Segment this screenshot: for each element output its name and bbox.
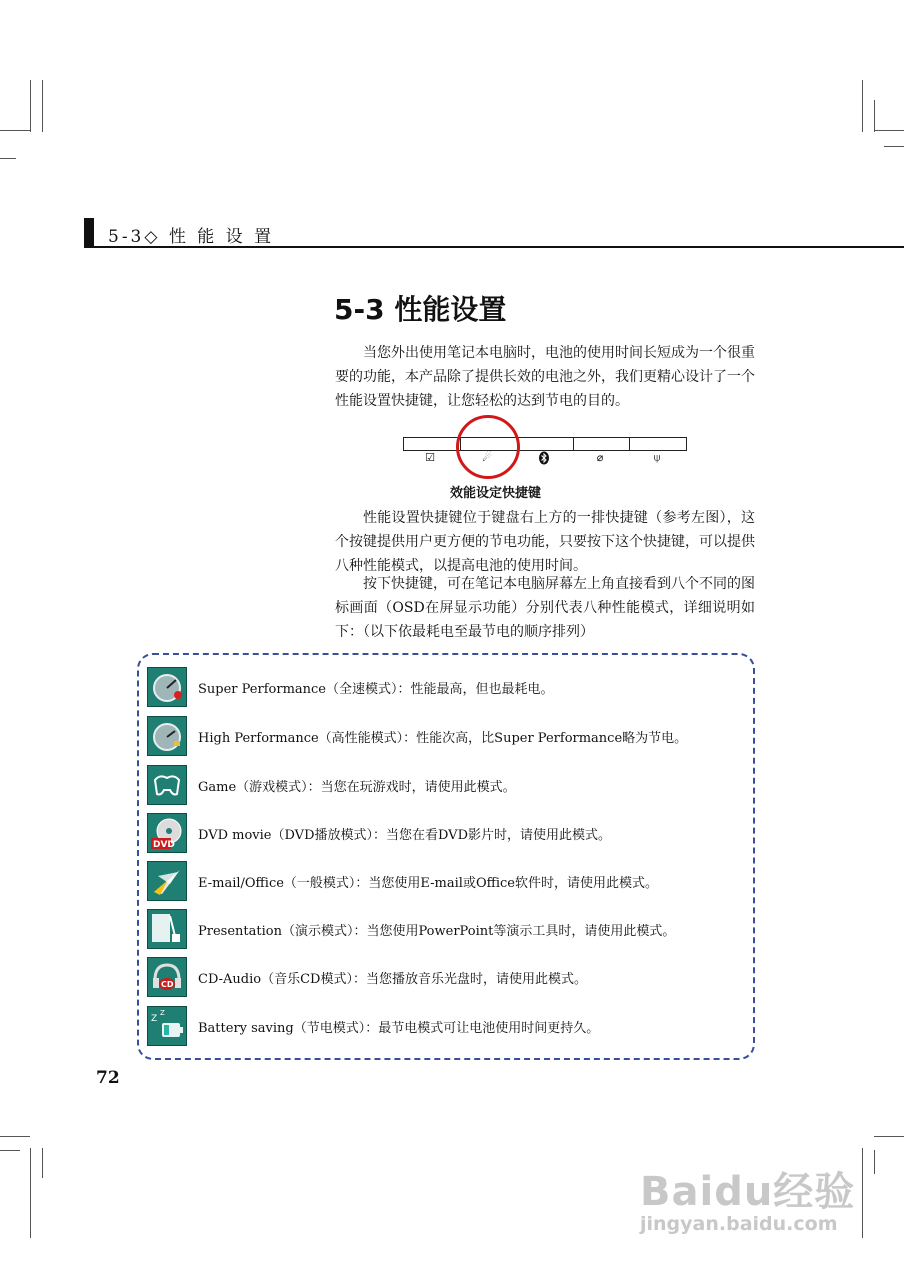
- section-header: 5-3◇ 性 能 设 置: [108, 227, 275, 247]
- hotkey-row: [403, 437, 687, 451]
- watermark-logo: Baidu经验: [640, 1169, 856, 1215]
- crop-mark: [0, 1150, 20, 1151]
- mode-row: [147, 716, 737, 754]
- mode-row: [147, 813, 737, 851]
- watermark-url: jingyan.baidu.com: [640, 1213, 838, 1235]
- mode-row: [147, 861, 737, 899]
- crop-mark: [862, 80, 863, 132]
- mode-text: High Performance（高性能模式）：性能次高，比Super Performance略为节电。: [198, 731, 688, 746]
- cd-audio-icon: [147, 957, 187, 997]
- mode-text: DVD movie（DVD播放模式）：当您在看DVD影片时，请使用此模式。: [198, 828, 611, 843]
- crop-mark: [0, 158, 16, 159]
- intro-paragraph: 当您外出使用笔记本电脑时，电池的使用时间长短成为一个很重要的功能，本产品除了提供长效的电池之外，我们更精心设计了一个性能设置快捷键，让您轻松的达到节电的目的。: [335, 345, 755, 409]
- wireless-icon: ⍦: [653, 451, 661, 464]
- figure-caption: 效能设定快捷键: [450, 486, 542, 501]
- crop-mark: [0, 130, 30, 131]
- crop-mark: [0, 1136, 30, 1137]
- speedometer-icon: [147, 716, 187, 756]
- gamepad-icon: [147, 765, 187, 805]
- mode-row: [147, 909, 737, 947]
- svg-text:Z: Z: [160, 1009, 165, 1017]
- mode-text: Game（游戏模式）：当您在玩游戏时，请使用此模式。: [198, 780, 516, 795]
- touchpad-icon: ☑: [425, 451, 435, 464]
- mode-row: [147, 765, 737, 803]
- crop-mark: [874, 1136, 904, 1137]
- svg-text:CD: CD: [161, 980, 174, 989]
- highlight-circle: [456, 415, 520, 479]
- page-number: 72: [96, 1068, 120, 1088]
- mode-text: CD-Audio（音乐CD模式）：当您播放音乐光盘时，请使用此模式。: [198, 972, 587, 987]
- presentation-icon: [147, 909, 187, 949]
- hotkey-paragraph: 性能设置快捷键位于键盘右上方的一排快捷键（参考左图），这个按键提供用户更方便的节电功能，只要按下这个快捷键，可以提供八种性能模式，以提高电池的使用时间。: [335, 510, 755, 574]
- mode-text: Battery saving（节电模式）：最节电模式可让电池使用时间更持久。: [198, 1021, 600, 1036]
- mode-row: [147, 1006, 737, 1044]
- mode-text: Super Performance（全速模式）：性能最高，但也最耗电。: [198, 682, 554, 697]
- crop-mark: [874, 100, 875, 132]
- speedometer-red-icon: [147, 667, 187, 707]
- svg-text:DVD: DVD: [153, 840, 175, 850]
- mode-text: Presentation（演示模式）：当您使用PowerPoint等演示工具时，请使用此模式。: [198, 924, 676, 939]
- crop-mark: [42, 1148, 43, 1178]
- crop-mark: [874, 130, 904, 131]
- crop-mark: [874, 1150, 875, 1174]
- internet-icon: ⌀: [596, 451, 604, 464]
- battery-saving-icon: [147, 1006, 187, 1046]
- osd-paragraph: 按下快捷键，可在笔记本电脑屏幕左上角直接看到八个不同的图标画面（OSD在屏显示功能）分别代表八种性能模式，详细说明如下：（以下依最耗电至最节电的顺序排列）: [335, 576, 755, 640]
- watermark: [640, 1160, 855, 1235]
- page-title: 5-3 性能设置: [334, 293, 507, 326]
- crop-mark: [42, 80, 43, 132]
- mode-row: [147, 667, 737, 705]
- crop-mark: [30, 80, 31, 132]
- mode-text: E-mail/Office（一般模式）：当您使用E-mail或Office软件时，请使用此模式。: [198, 876, 658, 891]
- crop-mark: [30, 1148, 31, 1238]
- mode-row: [147, 957, 737, 995]
- crop-mark: [884, 146, 904, 147]
- crop-mark: [862, 1148, 863, 1238]
- modes-box: [137, 653, 755, 1060]
- svg-text:Z: Z: [151, 1014, 158, 1024]
- header-bar: [84, 218, 94, 248]
- email-office-icon: [147, 861, 187, 901]
- bluetooth-icon: [536, 451, 552, 468]
- dvd-icon: [147, 813, 187, 853]
- performance-icon: ☄: [482, 451, 492, 464]
